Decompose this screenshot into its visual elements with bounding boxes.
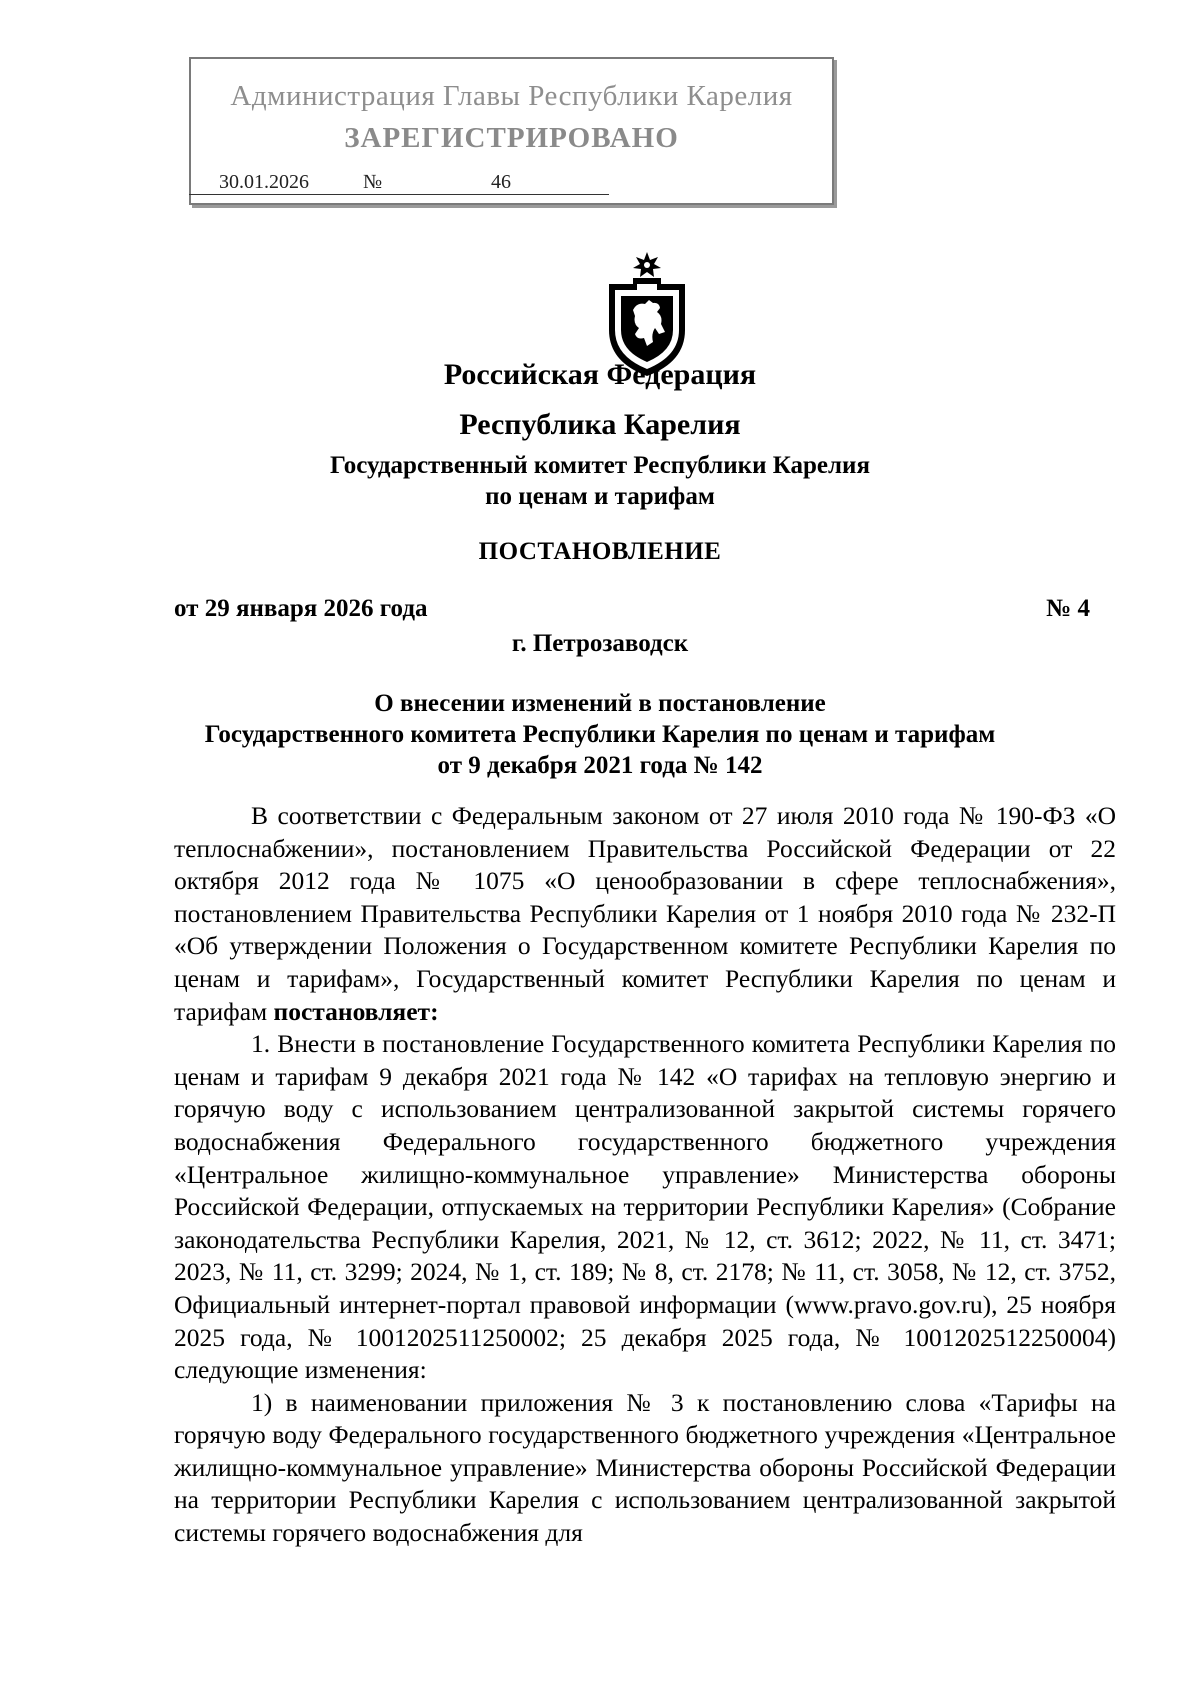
document-type: ПОСТАНОВЛЕНИЕ bbox=[478, 538, 722, 565]
stamp-number: 46 bbox=[491, 171, 511, 193]
document-title-line2: Государственного комитета Республики Карелия по ценам и тарифам bbox=[204, 721, 996, 748]
preamble-resolves: постановляет: bbox=[273, 996, 439, 1026]
registration-stamp bbox=[189, 57, 834, 205]
preamble-text: В соответствии с Федеральным законом от 27 июля 2010 года № 190-ФЗ «О теплоснабжении», постановлением Правительства Российской Федерации от 22 октября 2012 года № 1075 «О ценообразовании в сфере теплоснабжения», постановлением Правительства Республики Карелия от 1 ноября 2010 года № 232-П «Об утверждении Положения о Государственном комитете Республики Карелия по ценам и тарифам», Государственный комитет Республики Карелия по ценам и тарифам bbox=[174, 801, 1116, 1026]
subclause-1-paragraph: 1) в наименовании приложения № 3 к постановлению слова «Тарифы на горячую воду Федерального государственного бюджетного учреждения «Центральное жилищно-коммунальное управление» Министерства обороны Российской Федерации на территории Республики Карелия с использованием централизованной закрытой системы горячего водоснабжения для bbox=[174, 1387, 1116, 1548]
stamp-underline bbox=[189, 194, 609, 195]
stamp-organization: Администрация Главы Республики Карелия bbox=[230, 80, 793, 112]
document-number: № 4 bbox=[1046, 595, 1090, 622]
document-date: от 29 января 2026 года bbox=[174, 595, 428, 622]
stamp-number-label: № bbox=[363, 171, 383, 193]
committee-name-line1: Государственный комитет Республики Карелия bbox=[330, 452, 870, 479]
stamp-status: ЗАРЕГИСТРИРОВАНО bbox=[344, 122, 679, 154]
country-name: Российская Федерация bbox=[443, 358, 757, 391]
document-city: г. Петрозаводск bbox=[511, 630, 689, 657]
stamp-date: 30.01.2026 bbox=[219, 171, 309, 193]
republic-name: Республика Карелия bbox=[459, 408, 741, 441]
document-title-line3: от 9 декабря 2021 года № 142 bbox=[437, 752, 763, 779]
committee-name-line2: по ценам и тарифам bbox=[485, 483, 715, 510]
document-title-line1: О внесении изменений в постановление bbox=[374, 690, 826, 717]
document-body bbox=[174, 800, 1116, 1550]
clause-1-paragraph: 1. Внести в постановление Государственного комитета Республики Карелия по ценам и тарифам 9 декабря 2021 года № 142 «О тарифах на тепловую энергию и горячую воду с использованием централизованной закрытой системы горячего водоснабжения Федерального государственного бюджетного учреждения «Центральное жилищно-коммунальное управление» Министерства обороны Российской Федерации, отпускаемых на территории Республики Карелия» (Собрание законодательства Республики Карелия, 2021, № 12, ст. 3612; 2022, № 11, ст. 3471; 2023, № 11, ст. 3299; 2024, № 1, ст. 189; № 8, ст. 2178; № 11, ст. 3058, № 12, ст. 3752, Официальный интернет-портал правовой информации (www.pravo.gov.ru), 25 ноября 2025 года, № 1001202511250002; 25 декабря 2025 года, № 1001202512250004) следующие изменения: bbox=[174, 1029, 1116, 1385]
preamble-paragraph bbox=[174, 800, 1116, 1028]
